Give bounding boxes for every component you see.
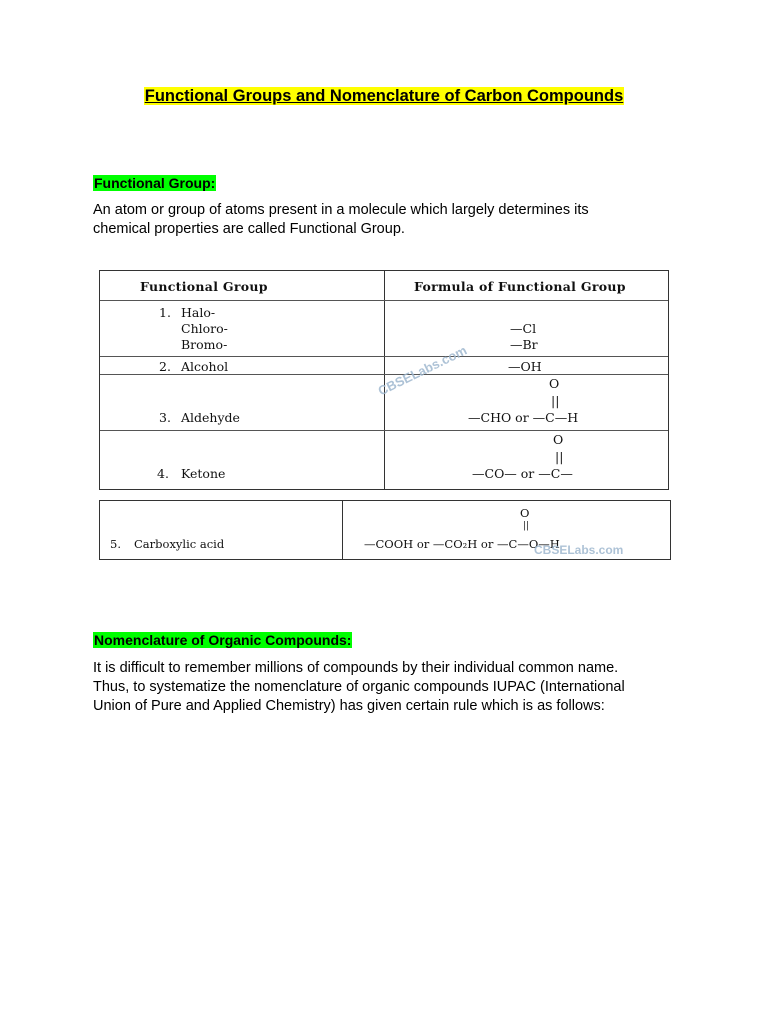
formula-oxygen: O: [553, 432, 564, 447]
row-formula: —Br: [510, 337, 538, 352]
row-name: Aldehyde: [181, 410, 240, 425]
row-number: 2.: [159, 359, 171, 374]
definition-line-1: An atom or group of atoms present in a molecule which largely determines its: [93, 202, 589, 218]
formula-double-bond: ||: [523, 521, 530, 531]
nomenclature-paragraph: [93, 659, 683, 716]
table-row-divider: [100, 356, 668, 357]
row-number: 1.: [159, 305, 171, 320]
formula-oxygen: O: [549, 376, 560, 391]
table-row-divider: [100, 374, 668, 375]
header-formula: Formula of Functional Group: [414, 279, 626, 294]
nomenclature-line-3: Union of Pure and Applied Chemistry) has given certain rule which is as follows:: [93, 698, 605, 714]
table-column-divider: [342, 501, 343, 559]
definition-line-2: chemical properties are called Functional Group.: [93, 221, 405, 237]
nomenclature-line-1: It is difficult to remember millions of compounds by their individual common name.: [93, 660, 619, 676]
table-row-divider: [100, 430, 668, 431]
row-formula: —OH: [508, 359, 542, 374]
nomenclature-line-2: Thus, to systematize the nomenclature of organic compounds IUPAC (International: [93, 679, 625, 695]
functional-groups-table: [99, 270, 669, 490]
nomenclature-heading-text: Nomenclature of Organic Compounds:: [94, 632, 352, 648]
row-name: Ketone: [181, 466, 226, 481]
row-number: 3.: [159, 410, 171, 425]
row-formula: —Cl: [510, 321, 537, 336]
carboxylic-acid-table: [99, 500, 671, 560]
row-formula: —COOH or —CO₂H or —C—O—H: [364, 537, 560, 551]
functional-group-heading-text: Functional Group:: [94, 175, 216, 191]
table-row-divider: [100, 300, 668, 301]
row-formula: —CO— or —C—: [472, 466, 573, 481]
row-number: 4.: [157, 466, 169, 481]
formula-double-bond: ||: [555, 449, 564, 464]
row-formula: —CHO or —C—H: [468, 410, 579, 425]
row-name: Bromo-: [181, 337, 228, 352]
watermark: CBSELabs.com: [375, 342, 470, 399]
functional-group-definition: [93, 201, 683, 239]
row-name: Halo-: [181, 305, 216, 320]
formula-double-bond: ||: [551, 393, 560, 408]
row-name: Chloro-: [181, 321, 228, 336]
formula-oxygen: O: [520, 506, 530, 520]
watermark: CBSELabs.com: [534, 543, 624, 557]
row-name: Alcohol: [181, 359, 229, 374]
nomenclature-heading: [93, 632, 352, 648]
row-name: Carboxylic acid: [134, 537, 225, 551]
functional-group-heading: [93, 175, 216, 191]
header-functional-group: Functional Group: [140, 279, 268, 294]
page-title: [0, 87, 768, 106]
row-number: 5.: [110, 537, 121, 551]
page-title-text: Functional Groups and Nomenclature of Carbon Compounds: [144, 87, 624, 105]
